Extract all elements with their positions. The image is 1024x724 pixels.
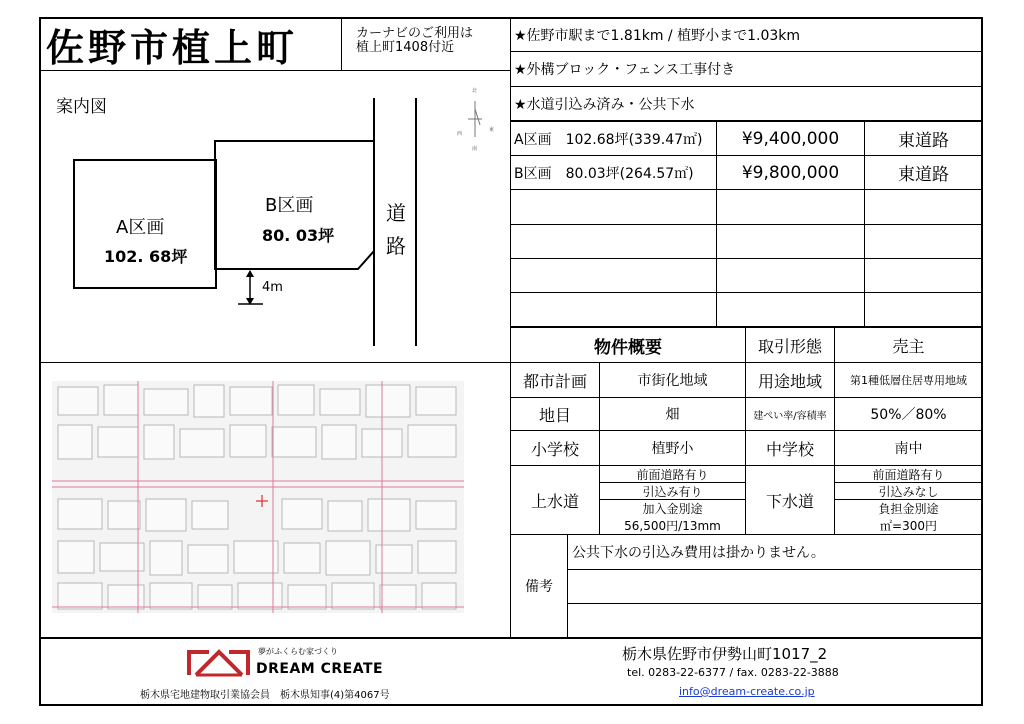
price-row-a-road: 東道路	[898, 131, 949, 151]
page-title: 佐野市植上町	[46, 25, 299, 70]
sewer-label: 下水道	[765, 491, 814, 511]
price-row-b-road: 東道路	[898, 165, 949, 185]
compass-west: 西	[457, 131, 463, 137]
junior-high-value: 南中	[894, 441, 923, 457]
road-label-1: 道	[386, 201, 406, 225]
highlight-water: ★水道引込み済み・公共下水	[514, 96, 695, 113]
lot-b-area: 80. 03坪	[262, 226, 335, 245]
notes-label: 備考	[525, 579, 553, 595]
land-category-value: 畑	[665, 407, 680, 423]
navi-note-line2: 植上町1408付近	[356, 40, 455, 55]
compass-north: 北	[472, 88, 478, 94]
footer-divider	[39, 637, 983, 639]
map-divider	[39, 362, 511, 363]
footer-license: 栃木県宅地建物取引業協会員 栃木県知事(4)第4067号	[140, 690, 390, 701]
ratio-value: 50%／80%	[870, 407, 947, 423]
elementary-value: 植野小	[651, 441, 694, 457]
price-row-b-name: B区画 80.03坪(264.57㎡)	[514, 165, 694, 182]
house-logo-icon	[186, 644, 252, 678]
land-category-label: 地目	[538, 405, 571, 425]
city-plan-value: 市街化地域	[637, 373, 708, 389]
deal-label: 取引形態	[757, 336, 822, 356]
sewer-line-3: 負担金別途	[878, 501, 939, 516]
compass-south: 南	[472, 146, 478, 152]
city-plan-label: 都市計画	[522, 371, 587, 391]
footer-brand: DREAM CREATE	[256, 661, 384, 677]
elementary-label: 小学校	[530, 439, 579, 459]
lot-b-name: B区画	[265, 195, 314, 216]
junior-high-label: 中学校	[765, 439, 814, 459]
water-line-4: 56,500円/13mm	[624, 518, 721, 533]
lot-a-area: 102. 68坪	[104, 247, 188, 266]
sewer-line-1: 前面道路有り	[872, 467, 945, 482]
highlight-distance: ★佐野市駅まで1.81km / 植野小まで1.03km	[514, 27, 801, 44]
water-line-2: 引込み有り	[642, 484, 703, 499]
water-line-3: 加入金別途	[642, 501, 703, 516]
price-row-b-price: ¥9,800,000	[741, 162, 840, 183]
notes-text: 公共下水の引込み費用は掛かりません。	[572, 545, 825, 561]
footer-email-link[interactable]: info@dream-create.co.jp	[679, 685, 815, 698]
lot-a-name: A区画	[116, 217, 165, 238]
title-split	[341, 17, 342, 71]
road-width-label: 4m	[262, 280, 283, 295]
highlight-exterior: ★外構ブロック・フェンス工事付き	[514, 62, 736, 78]
deal-value: 売主	[892, 336, 925, 356]
price-row-a-price: ¥9,400,000	[741, 128, 840, 149]
guide-map-label: 案内図	[56, 97, 107, 117]
sewer-line-2: 引込みなし	[878, 484, 939, 499]
use-zone-label: 用途地域	[757, 371, 822, 391]
price-row-a-name: A区画 102.68坪(339.47㎡)	[514, 131, 703, 148]
footer-tagline: 夢がふくらむ家づくり	[258, 647, 338, 656]
water-label: 上水道	[530, 491, 579, 511]
ratio-label: 建ぺい率/容積率	[753, 410, 827, 422]
zoom-map-image	[52, 381, 464, 613]
overview-title: 物件概要	[594, 337, 662, 358]
compass-east: 東	[489, 127, 495, 133]
navi-note-line1: カーナビのご利用は	[356, 26, 474, 41]
footer-phone: tel. 0283-22-6377 / fax. 0283-22-3888	[627, 666, 839, 679]
water-line-1: 前面道路有り	[636, 467, 709, 482]
footer-address: 栃木県佐野市伊勢山町1017_2	[622, 645, 828, 663]
sewer-line-4: ㎡=300円	[880, 518, 937, 533]
road-label-2: 路	[386, 234, 406, 258]
use-zone-value: 第1種低層住居専用地域	[850, 374, 967, 387]
